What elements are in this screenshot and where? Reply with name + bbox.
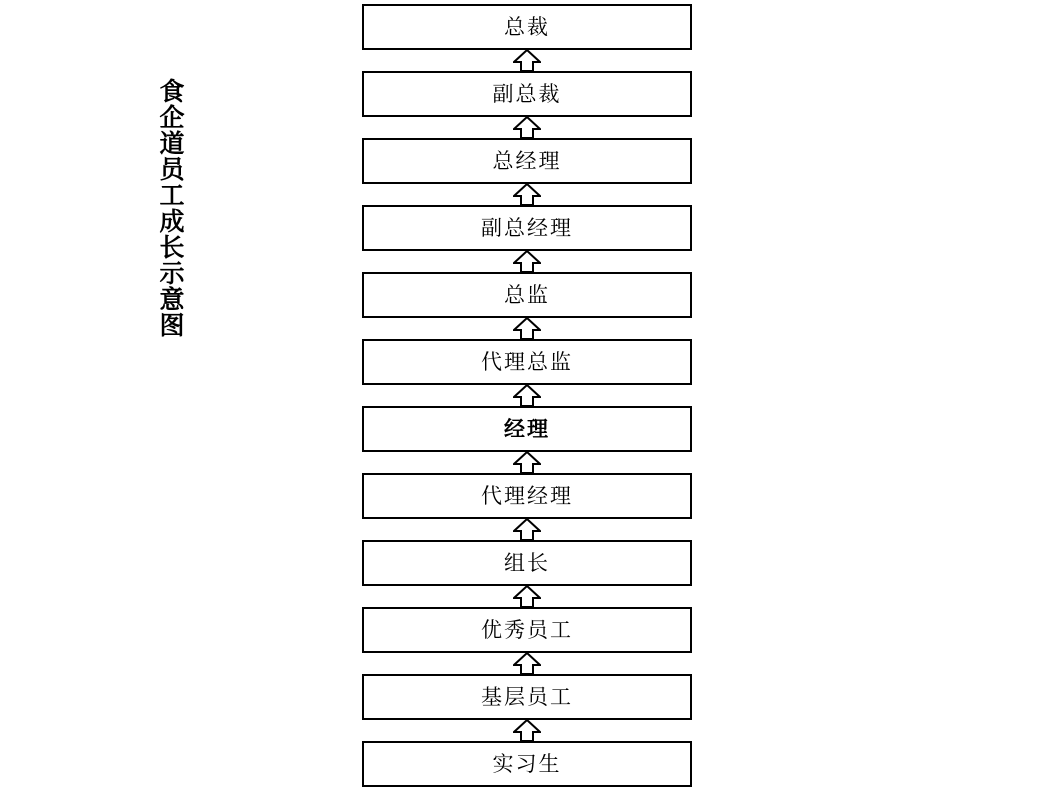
arrow-up-icon	[513, 184, 541, 205]
ladder-rung-label: 总监	[504, 282, 550, 307]
arrow-up-icon	[513, 385, 541, 406]
ladder-rung-label: 总裁	[504, 14, 550, 39]
arrow-up-icon	[513, 586, 541, 607]
ladder-gap	[362, 519, 692, 540]
arrow-up-icon	[513, 50, 541, 71]
arrow-up-icon	[513, 452, 541, 473]
ladder-gap	[362, 586, 692, 607]
ladder-rung	[362, 339, 692, 385]
ladder-rung	[362, 741, 692, 787]
ladder-gap	[362, 452, 692, 473]
arrow-up-icon	[513, 720, 541, 741]
ladder-gap	[362, 385, 692, 406]
ladder-rung	[362, 138, 692, 184]
diagram-title-vertical: 食企道员工成长示意图	[156, 78, 185, 338]
ladder-gap	[362, 117, 692, 138]
ladder-rung-label: 组长	[504, 550, 550, 575]
ladder-rung	[362, 540, 692, 586]
ladder-rung-label: 优秀员工	[481, 617, 573, 642]
ladder-rung	[362, 205, 692, 251]
ladder-gap	[362, 184, 692, 205]
ladder-rung	[362, 272, 692, 318]
ladder-gap	[362, 318, 692, 339]
ladder-rung-label: 代理经理	[481, 483, 573, 508]
ladder-rung-label: 基层员工	[481, 684, 573, 709]
ladder-rung-label: 代理总监	[481, 349, 573, 374]
arrow-up-icon	[513, 117, 541, 138]
ladder-rung	[362, 406, 692, 452]
ladder-rung-label: 副总经理	[481, 215, 573, 240]
ladder-rung	[362, 473, 692, 519]
arrow-up-icon	[513, 519, 541, 540]
ladder-gap	[362, 50, 692, 71]
ladder-rung-label: 副总裁	[492, 81, 562, 106]
ladder-gap	[362, 653, 692, 674]
ladder-rung	[362, 4, 692, 50]
arrow-up-icon	[513, 653, 541, 674]
ladder-gap	[362, 251, 692, 272]
ladder-rung	[362, 674, 692, 720]
arrow-up-icon	[513, 251, 541, 272]
ladder-rung-label: 实习生	[492, 751, 562, 776]
ladder-rung	[362, 607, 692, 653]
ladder-rung-label: 总经理	[492, 148, 562, 173]
ladder-gap	[362, 720, 692, 741]
ladder-rung-label: 经理	[504, 416, 550, 441]
ladder-rung	[362, 71, 692, 117]
career-ladder	[362, 4, 692, 787]
arrow-up-icon	[513, 318, 541, 339]
